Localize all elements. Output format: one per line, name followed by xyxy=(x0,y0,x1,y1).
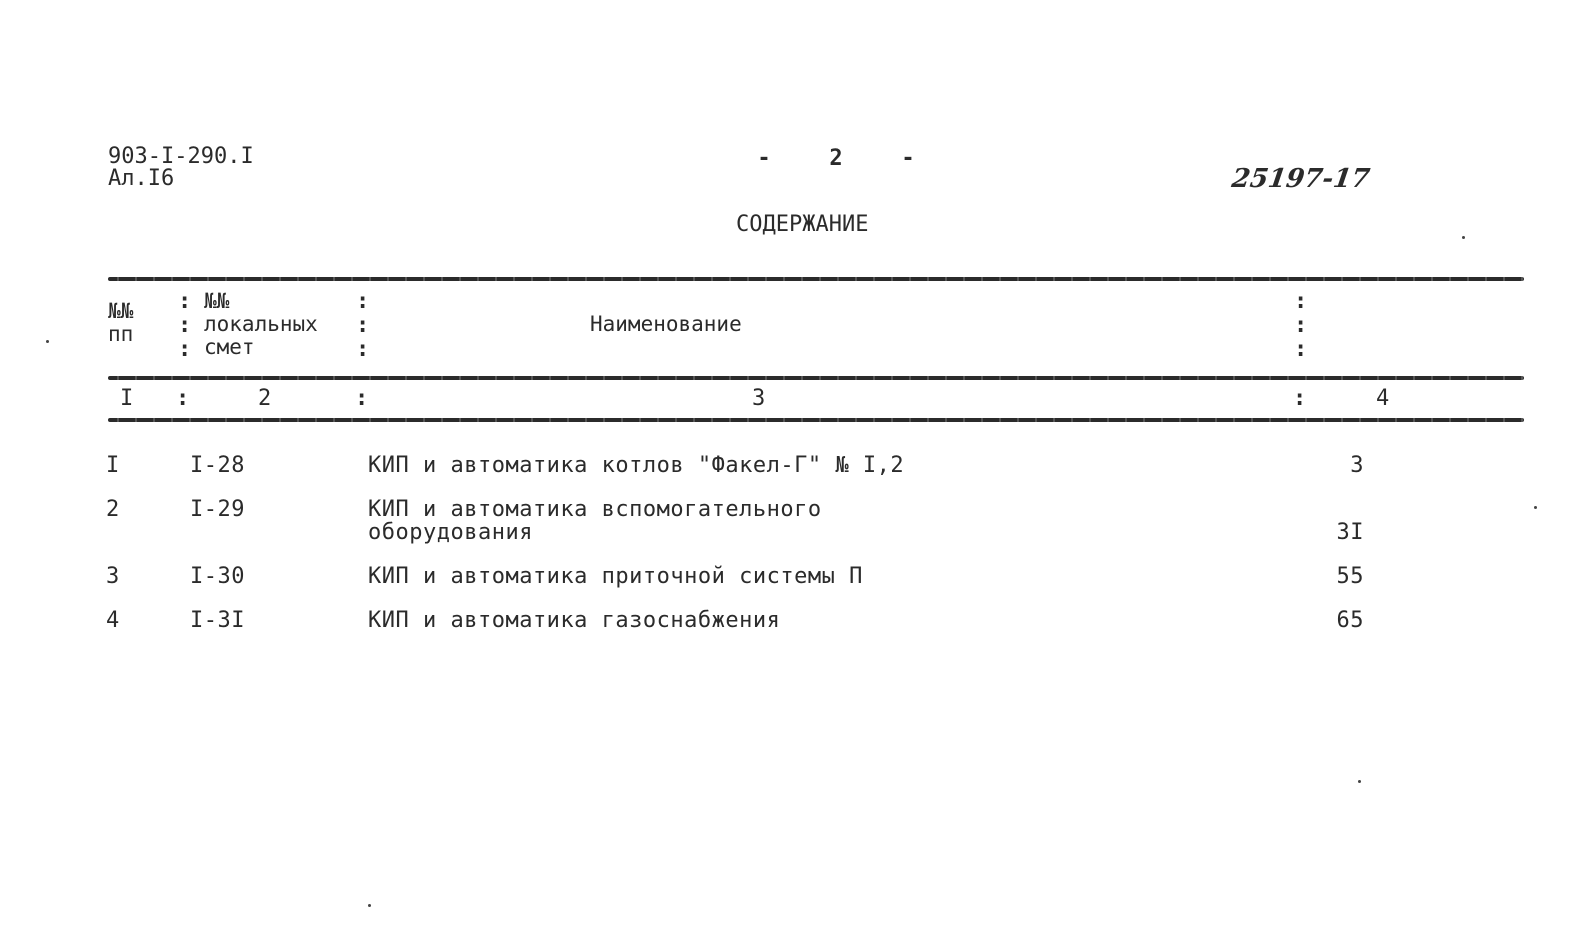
row-estimate: I-3I xyxy=(190,608,245,633)
header-col2-line3: смет xyxy=(204,335,255,359)
header-col1-line2: пп xyxy=(108,322,134,346)
row-name-line1: КИП и автоматика вспомогательного xyxy=(368,497,822,522)
row-number: 4 xyxy=(106,608,120,633)
page-dash-left: - xyxy=(757,146,771,171)
row-number: 3 xyxy=(106,564,120,589)
row-name-line2: оборудования xyxy=(368,520,533,545)
scan-speck xyxy=(1358,780,1361,783)
column-number-2: 2 xyxy=(258,386,272,411)
row-estimate: I-28 xyxy=(190,453,245,478)
header-col2 xyxy=(204,290,318,359)
row-estimate: I-30 xyxy=(190,564,245,589)
header-col1-line1: №№ xyxy=(108,299,134,323)
row-page: 3I xyxy=(1336,520,1364,545)
row-page: 65 xyxy=(1336,608,1364,633)
scan-speck xyxy=(46,340,49,343)
doc-sheet-number: Ал.I6 xyxy=(108,166,175,191)
row-name: КИП и автоматика котлов "Факел-Г" № I,2 xyxy=(368,453,905,478)
column-number-4: 4 xyxy=(1376,386,1390,411)
page-number xyxy=(728,146,944,171)
row-name: КИП и автоматика газоснабжения xyxy=(368,608,781,633)
header-col1 xyxy=(108,300,133,346)
doc-code-number: 903-I-290.I xyxy=(108,144,254,169)
column-number-separator-1: : xyxy=(176,386,190,411)
document-code xyxy=(108,146,254,190)
header-col2-line1: №№ xyxy=(204,289,230,313)
header-separator-3: : : : xyxy=(1294,289,1308,362)
scan-speck xyxy=(1462,236,1465,239)
header-separator-1: : : : xyxy=(178,289,192,362)
handwritten-inventory-number: 25197-17 xyxy=(1229,164,1372,194)
table-body-rule xyxy=(108,418,1524,422)
page-title: СОДЕРЖАНИЕ xyxy=(736,212,869,237)
header-separator-2: : : : xyxy=(356,289,370,362)
row-estimate: I-29 xyxy=(190,497,245,522)
column-number-3: 3 xyxy=(752,386,766,411)
row-page: 3 xyxy=(1350,453,1364,478)
row-page: 55 xyxy=(1336,564,1364,589)
header-col2-line2: локальных xyxy=(204,312,318,336)
scan-speck xyxy=(368,904,371,907)
column-number-1: I xyxy=(120,386,134,411)
page-number-value: 2 xyxy=(829,146,843,171)
row-number: 2 xyxy=(106,497,120,522)
page-dash-right: - xyxy=(901,146,915,171)
scan-speck xyxy=(1534,506,1537,509)
header-col3: Наименование xyxy=(590,312,742,336)
column-number-separator-2: : xyxy=(355,386,369,411)
table-top-rule xyxy=(108,277,1524,281)
column-number-separator-3: : xyxy=(1293,386,1307,411)
row-name: КИП и автоматика приточной системы П xyxy=(368,564,863,589)
row-number: I xyxy=(106,453,120,478)
table-header-rule xyxy=(108,376,1524,380)
